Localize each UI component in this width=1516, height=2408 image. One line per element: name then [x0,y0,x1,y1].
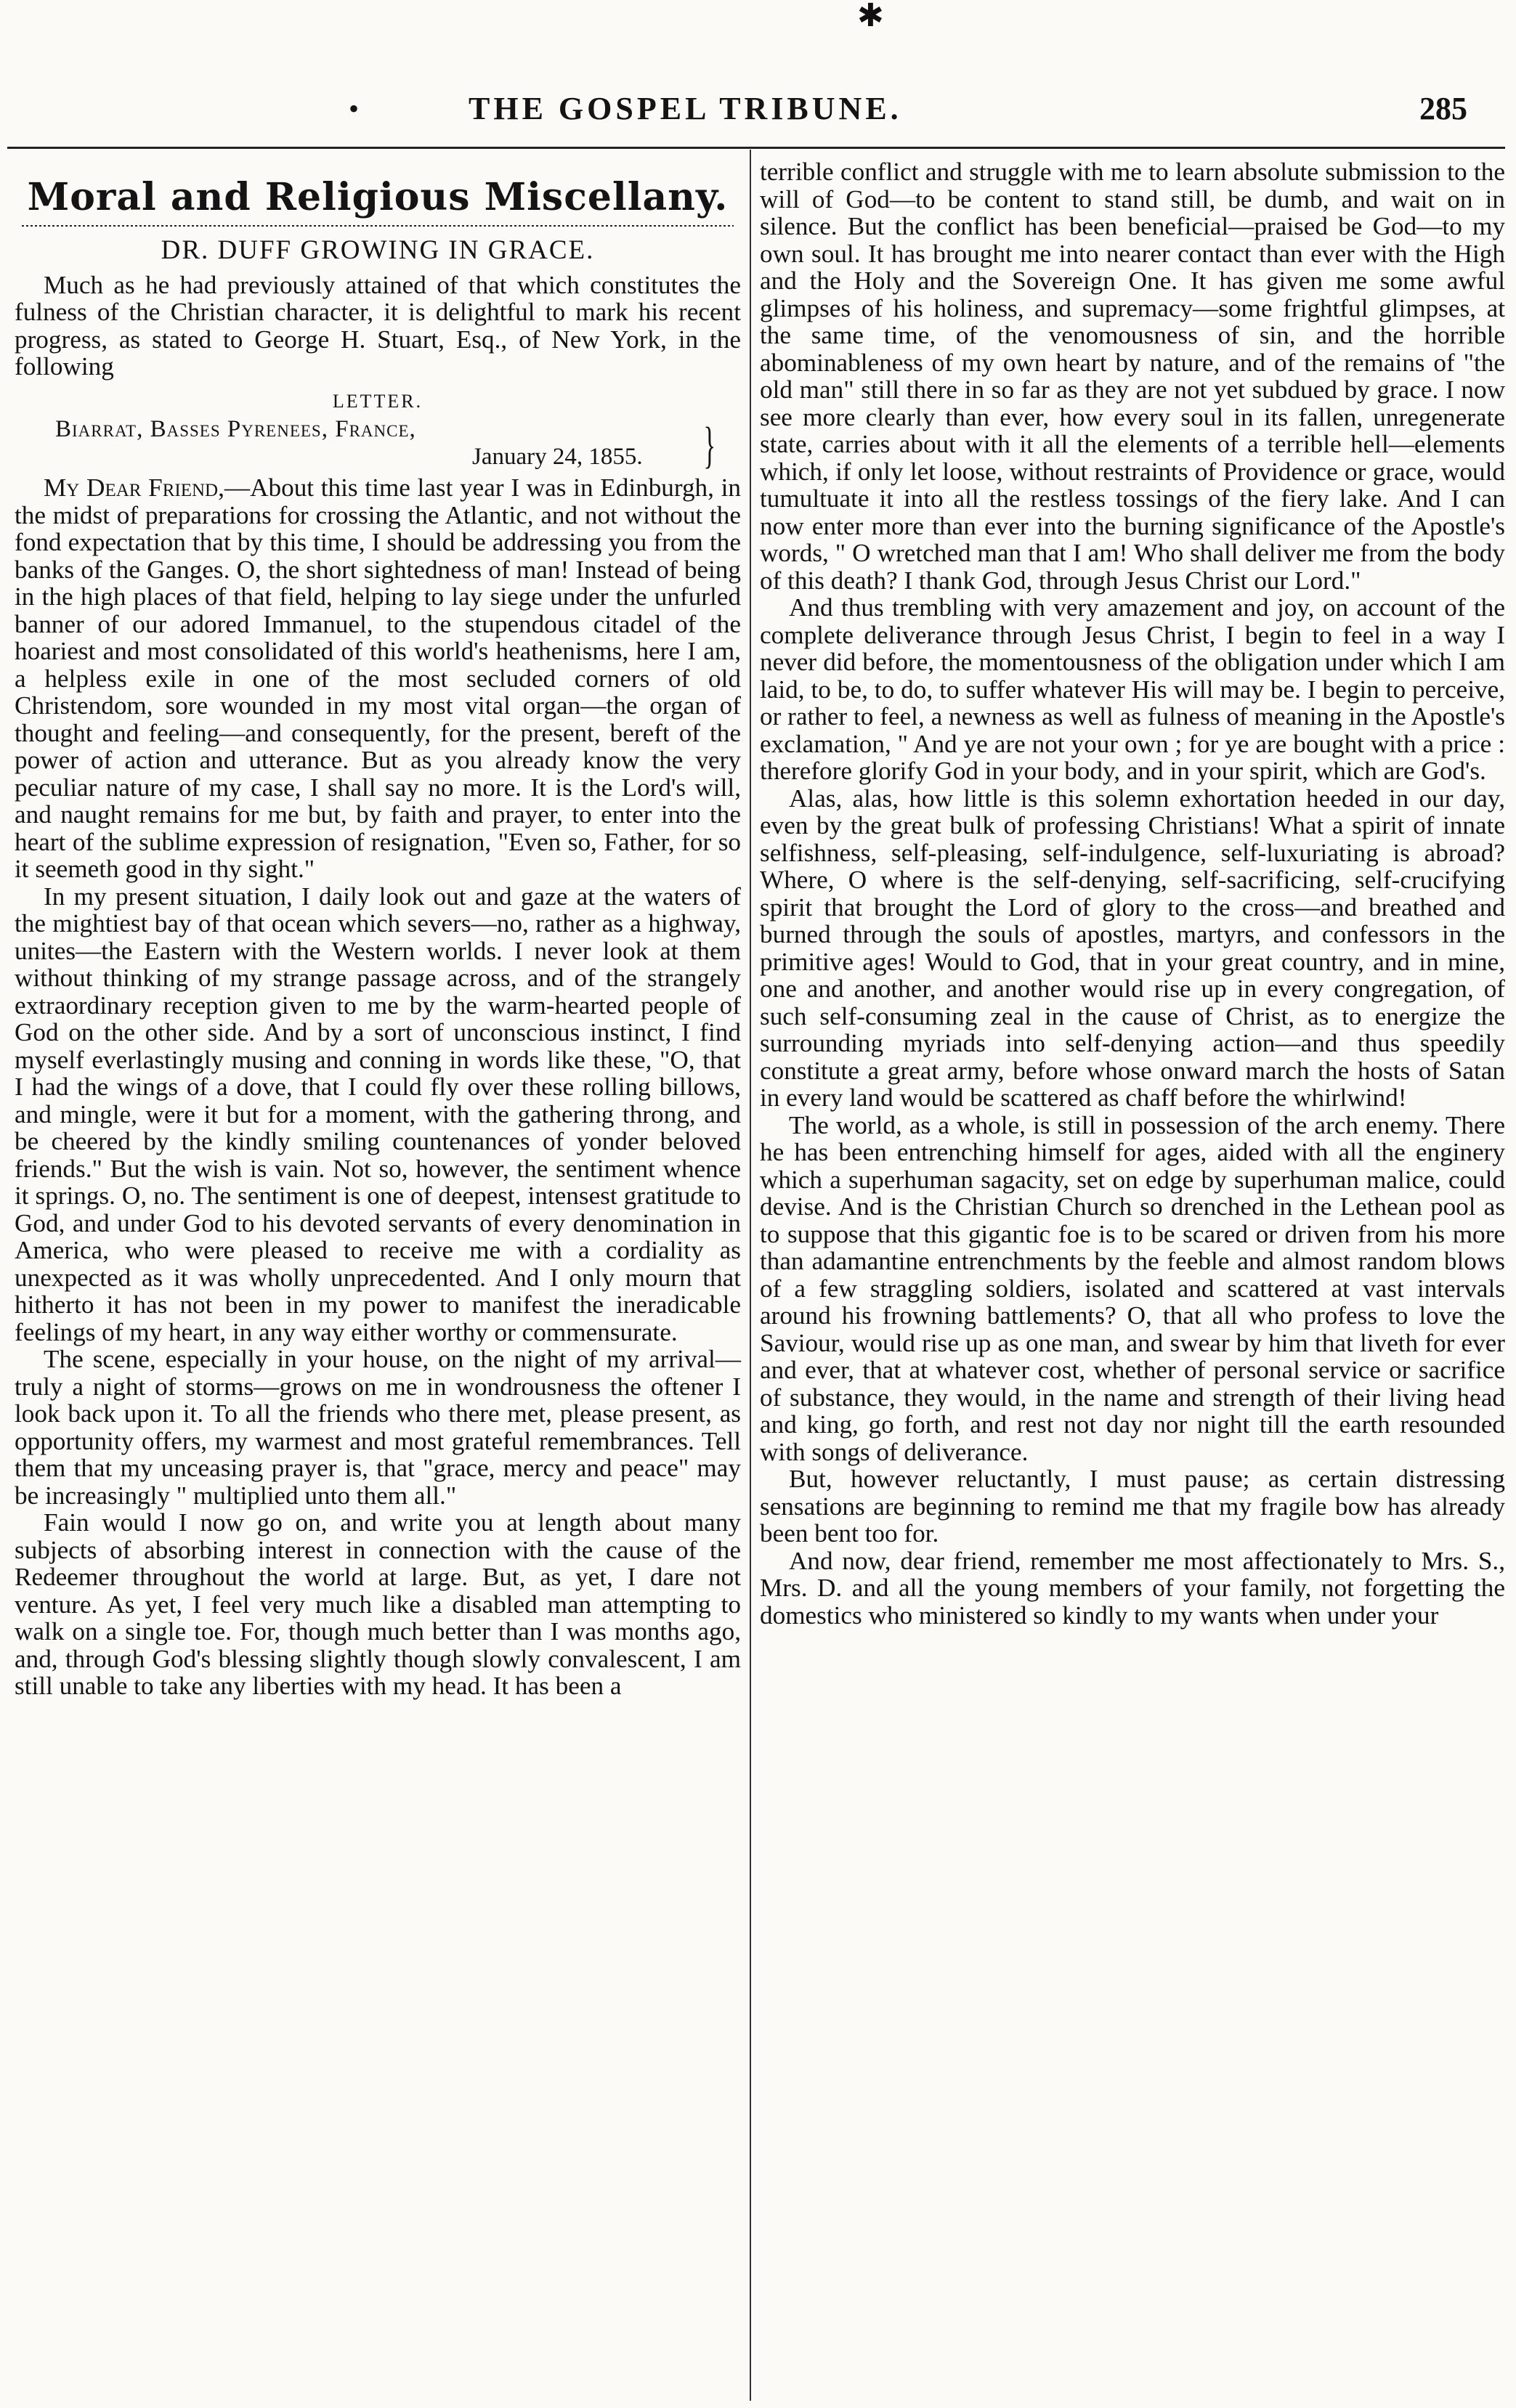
dateline-brace: } [703,418,716,473]
page-number: 285 [1419,91,1467,126]
letter-paragraph: And now, dear friend, remember me most affectionately to Mrs. S., Mrs. D. and all the young members of your family, not forgetting the domestics who ministered so kindly to my wants when under your [760,1546,1505,1630]
letter-label: LETTER. [332,390,423,412]
header-marker: • [349,92,360,125]
right-column [760,158,1505,1629]
letter-paragraph: The world, as a whole, is still in possession of the arch enemy. There he has been entrenching himself for ages, aided with all the enginery which a superhuman sagacity, set on edge by superhuman malice, could devise. And is the Christian Church so drenched in the Lethean pool as to suppose that this gigantic foe is to be scared or driven from his more than adamantine entrenchments by the feeble and almost random blows of a few straggling soldiers, isolated and scattered at vast intervals around his frowning battlements? O, that all who profess to love the Saviour, would rise up as one man, and swear by him that liveth for ever and ever, that at whatever cost, whether of personal service or sacrifice of substance, they would, in the name and strength of their living head and king, go forth, and rest not day nor night till the earth resounded with songs of deliverance. [760,1110,1505,1466]
department-rule [22,225,734,227]
letter-paragraph: terrible conflict and struggle with me to learn absolute submission to the will of God—to be content to stand still, be dumb, and wait on in silence. But the conflict has been beneficial—praised be God—to my own soul. It has brought me into nearer contact than ever with the High and the Holy and the Sovereign One. It has given me some awful glimpses of his holiness, and supremacy—some frightful glimpses, at the same time, of the venomousness of sin, and the horrible abominableness of my own heart by nature, and of the remains of "the old man" still there in so far as they are not yet subdued by grace. I now see more clearly than ever, how every soul in its fallen, unregenerate state, carries about with it all the elements of a terrible hell—elements which, if only let loose, without restraints of Providence or grace, would tumultuate it into all the restless tossings of the fiery lake. And I can now enter more than ever into the burning significance of the Apostle's words, " O wretched man that I am! Who shall deliver me from the body of this death? I thank God, through Jesus Christ our Lord." [760,158,1505,595]
letter-paragraph: In my present situation, I daily look out and gaze at the waters of the mightiest bay of that ocean which severs—no, rather as a highway, unites—the Eastern with the Western worlds. I never look at them without thinking of my strange passage across, and of the strangely extraordinary reception given to me by the warm-hearted people of God on the other side. And by a sort of unconscious instinct, I find myself everlastingly musing and conning in words like these, "O, that I had the wings of a dove, that I could fly over these rolling billows, and mingle, were it but for a moment, with the gathering throng, and be cheered by the kindly smiling countenances of yonder beloved friends." But the wish is vain. Not so, however, the sentiment whence it springs. O, no. The sentiment is one of deepest, intensest gratitude to God, and under God to his devoted servants of every denomination in America, who were pleased to receive me with a cordiality as unexpected as it was wholly unprecedented. And I only mourn that hitherto it has not been in my power to manifest the ineradicable feelings of my heart, in any way either worthy or commensurate. [15,882,741,1346]
letter-paragraph: And thus trembling with very amazement and joy, on account of the complete deliverance through Jesus Christ, I begin to feel in a way I never did before, the momentousness of the obligation under which I am laid, to be, to do, to suffer whatever His will may be. I begin to perceive, or rather to feel, a newness as well as fulness of meaning in the Apostle's exclamation, " And ye are not your own ; for ye are bought with a price : therefore glorify God in your body, and in your spirit, which are God's. [760,593,1505,785]
letter-paragraph: But, however reluctantly, I must pause; as certain distressing sensations are beginning to remind me that my fragile bow has already been bent too for. [760,1465,1505,1547]
letter-paragraph: Alas, alas, how little is this solemn exhortation heeded in our day, even by the great bulk of professing Christians! What a spirit of innate selfishness, self-pleasing, self-indulgence, self-luxuriating is abroad? Where, O where is the self-denying, self-sacrificing, self-crucifying spirit that brought the Lord of glory to the cross—and breathed and burned through the souls of apostles, martyrs, and confessors in the primitive ages! Would to God, that in your great country, and in mine, one and another, and another would rise up in every congregation, of such self-consuming zeal in the cause of Christ, as to energize the surrounding myriads into self-denying action—and thus speedily constitute a great army, before whose onward march the hosts of Satan in every land would be scattered as chaff before the whirlwind! [760,784,1505,1112]
dateline-place: Biarrat, Basses Pyrenees, France, [55,416,416,442]
letter-paragraph-text: —About this time last year I was in Edinburgh, in the midst of preparations for crossing the Atlantic, and not without the fond expectation that by this time, I should be addressing you from the banks of the Ganges. O, the short sightedness of man! Instead of being in the high places of that field, helping to lay siege under the unfurled banner of our adored Immanuel, to the stupendous citadel of the hoariest and most consolidated of this world's heathenisms, here I am, a helpless exile in one of the most secluded corners of old Christendom, sore wounded in my most vital organ—the organ of thought and feeling—and consequently, for the present, bereft of the power of action and utterance. But as you already know the very peculiar nature of my case, I shall say no more. It is the Lord's will, and naught remains for me but, by faith and prayer, to enter into the heart of the sublime expression of resignation, "Even so, Father, for so it seemeth good in thy sight." [15,473,742,883]
page-header [349,86,1467,144]
left-column [15,161,741,1700]
column-rule [750,150,751,2401]
letter-paragraph: The scene, especially in your house, on the night of my arrival—truly a night of storms—grows on me in wondrousness the oftener I look back upon it. To all the friends who there met, please present, as opportunity offers, my warmest and most grateful remembrances. Tell them that my unceasing prayer is, that "grace, mercy and peace" may be increasingly " multiplied unto them all." [15,1345,741,1510]
publication-title: THE GOSPEL TRIBUNE. [469,91,902,126]
dateline-date: January 24, 1855. [472,444,643,470]
article-title: DR. DUFF GROWING IN GRACE. [161,235,595,265]
department-heading: Moral and Religious Miscellany. [27,175,729,219]
header-rule [7,147,1505,149]
letter-paragraph: Fain would I now go on, and write you at length about many subjects of absorbing interest in connection with the cause of the Redeemer throughout the world at large. But, as yet, I dare not venture. As yet, I feel very much like a disabled man attempting to walk on a single toe. For, though much better than I was months ago, and, through God's blessing slightly though slowly convalescent, I am still unable to take any liberties with my head. It has been a [15,1508,741,1700]
article-intro: Much as he had previously attained of that which constitutes the fulness of the Christian character, it is delightful to mark his recent progress, as stated to George H. Stuart, Esq., of New York, in the following [15,270,741,381]
salutation: My Dear Friend, [44,473,224,502]
dateline [15,416,741,474]
letter-paragraph [15,474,741,883]
top-ornament: ✱ [857,0,884,33]
